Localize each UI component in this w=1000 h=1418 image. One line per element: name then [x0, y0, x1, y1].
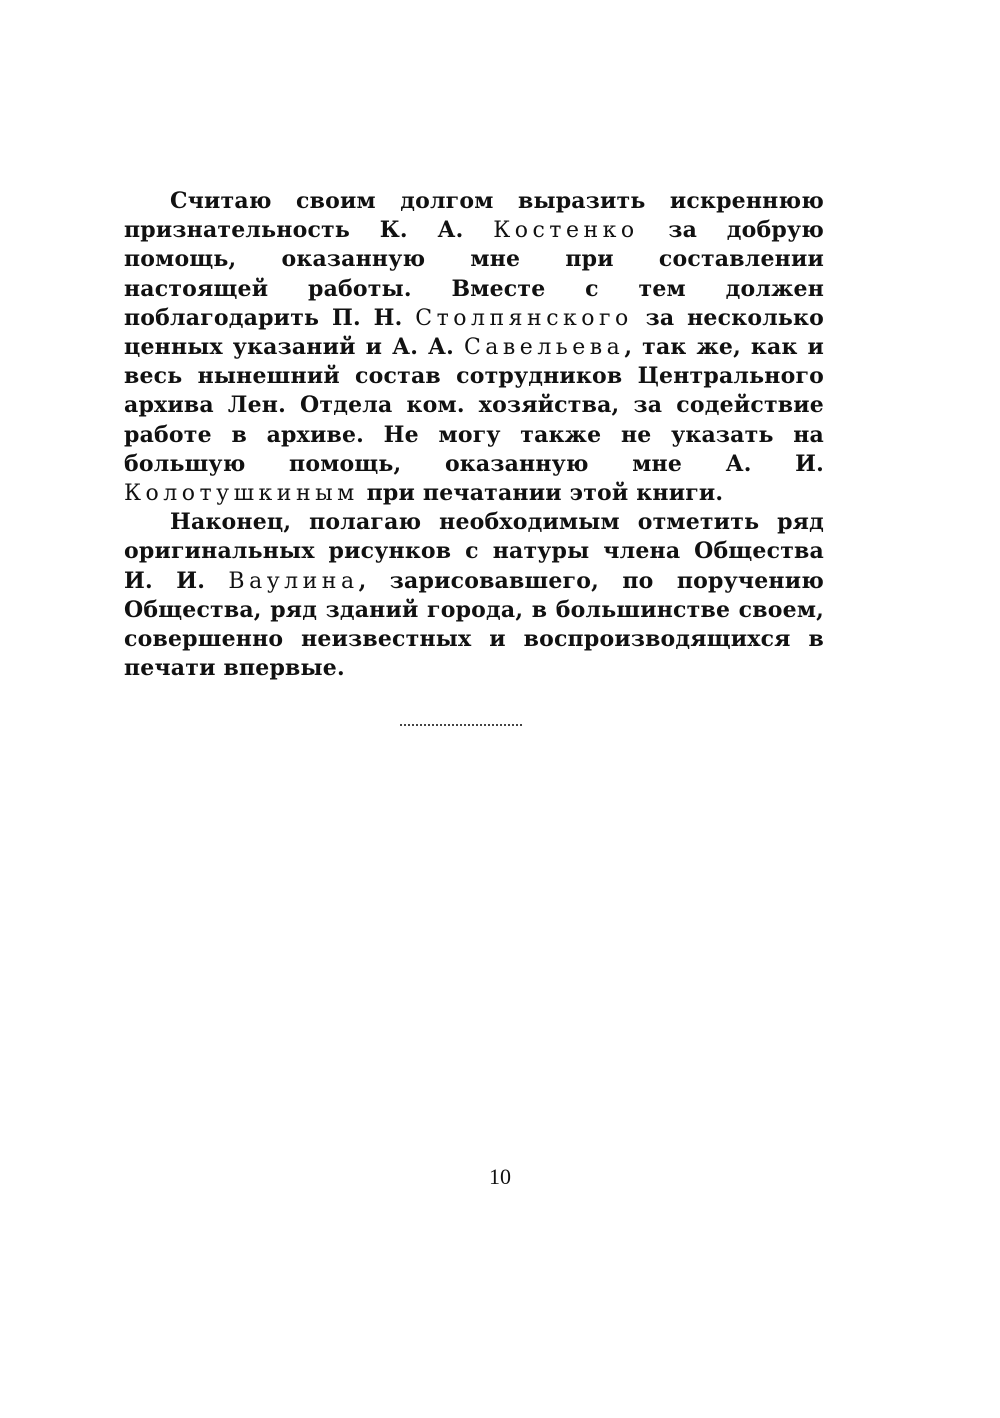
text-run: , зарисовавшего, по поручению Общества, ряд зданий города, в большинстве своем, совершенно неизвестных и воспроизводящихся в печати впервые. — [124, 567, 824, 682]
spaced-name-vaulin: Ваулина — [228, 568, 359, 594]
spaced-name-kolotushkin: Колотушкиным — [124, 481, 359, 507]
text-run: за добрую помощь, оказанную мне при составлении настоящей работы. Вместе с тем должен поблагодарить П. Н. — [124, 217, 824, 331]
text-run: при печатании этой книги. — [358, 480, 724, 507]
acknowledgements-text — [124, 187, 824, 683]
section-divider — [400, 724, 522, 726]
spaced-name-kostenko: Костенко — [493, 218, 639, 244]
spaced-name-savelyev: Савельева — [463, 335, 625, 361]
paragraph-1 — [124, 187, 824, 508]
paragraph-2 — [124, 508, 824, 683]
text-run: за несколько ценных указаний и А. А. — [124, 304, 824, 361]
spaced-name-stolpyansky: Столпянского — [415, 305, 633, 331]
text-run: , так же, как и весь нынешний состав сотрудников Центрального архива Лен. Отдела ком. хозяйства, за содействие работе в архиве. Не могу также не указать на большую помощь, оказанную мне А. И. — [124, 334, 825, 477]
text-run: Считаю своим долгом выразить искреннюю признательность К. А. — [124, 188, 824, 244]
text-run: Наконец, полагаю необходимым отметить ряд оригинальных рисунков с натуры члена Общества И. И. — [124, 509, 824, 594]
page-number: 10 — [489, 1164, 511, 1189]
